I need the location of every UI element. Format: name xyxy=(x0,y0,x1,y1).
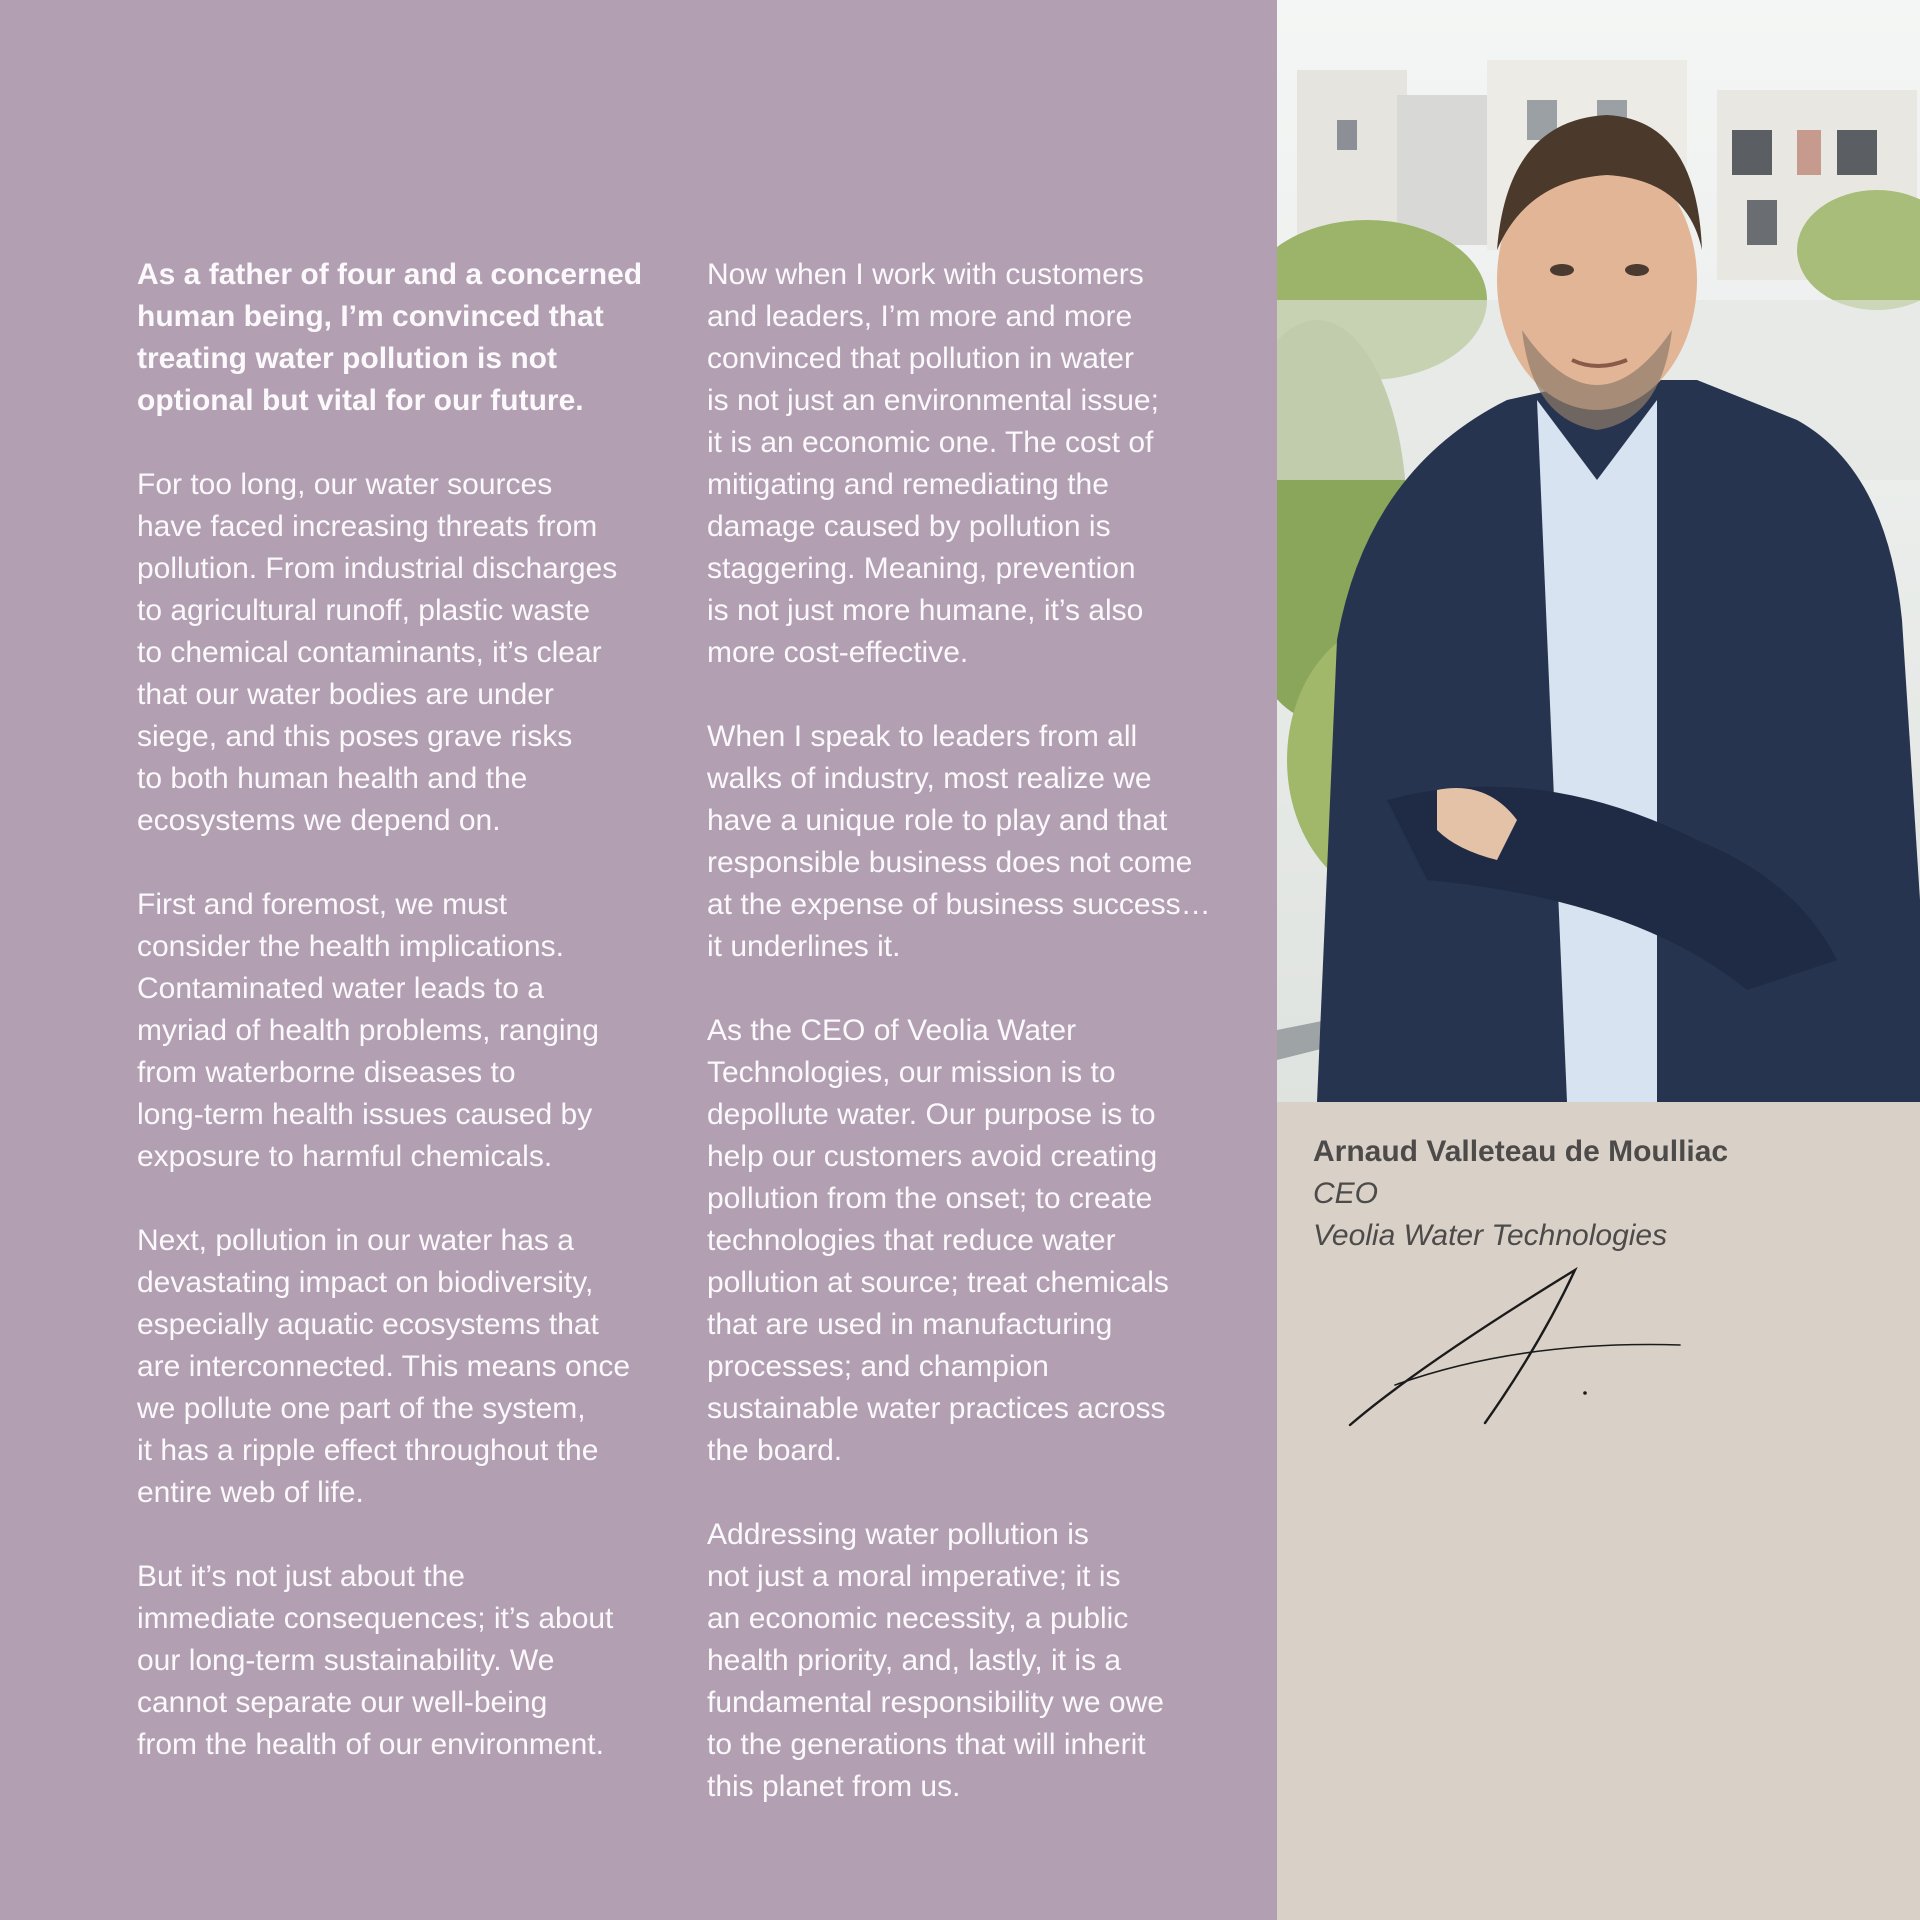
body-paragraph: Addressing water pollution is not just a moral imperative; it is an economic necessity, a public health priority, and, lastly, it is a fundamental responsibility we owe to the generations that will inherit this planet from us. xyxy=(707,1518,1164,1803)
body-paragraph: But it’s not just about the immediate consequences; it’s about our long-term sustainability. We cannot separate our well-being from the health of our environment. xyxy=(137,1560,614,1761)
portrait-illustration xyxy=(1277,0,1920,1102)
body-paragraph: For too long, our water sources have faced increasing threats from pollution. From industrial discharges to agricultural runoff, plastic waste to chemical contaminants, it’s clear that our water bodies are under siege, and this poses grave risks to both human health and the ecosystems we depend on. xyxy=(137,468,618,837)
body-paragraph: As the CEO of Veolia Water Technologies, our mission is to depollute water. Our purpose is to help our customers avoid creating pollution from the onset; to create technologies that reduce water pollution at source; treat chemicals that are used in manufacturing processes; and champion sustainable water practices across the board. xyxy=(707,1014,1169,1467)
body-paragraph: First and foremost, we must consider the health implications. Contaminated water leads to a myriad of health problems, ranging from waterborne diseases to long-term health issues caused by exposure to harmful chemicals. xyxy=(137,888,599,1173)
author-organization: Veolia Water Technologies xyxy=(1313,1219,1668,1252)
author-signature xyxy=(1340,1265,1685,1430)
ceo-portrait-photo xyxy=(1277,0,1920,1102)
author-caption xyxy=(1313,1131,1728,1257)
body-paragraph: Now when I work with customers and leaders, I’m more and more convinced that pollution in water is not just an environmental issue; it is an economic one. The cost of mitigating and remediating the damage caused by pollution is staggering. Meaning, prevention is not just more humane, it’s also more cost-effective. xyxy=(707,258,1159,669)
lead-paragraph: As a father of four and a concerned human being, I’m convinced that treating water pollution is not optional but vital for our future. xyxy=(137,258,643,417)
letter-column-right xyxy=(707,254,1227,1850)
letter-column-left xyxy=(137,254,657,1808)
body-paragraph: When I speak to leaders from all walks of industry, most realize we have a unique role to play and that responsible business does not come at the expense of business success… it underlines it. xyxy=(707,720,1211,963)
body-paragraph: Next, pollution in our water has a devastating impact on biodiversity, especially aquatic ecosystems that are interconnected. This means once we pollute one part of the system, it has a ripple effect throughout the entire web of life. xyxy=(137,1224,631,1509)
author-role: CEO xyxy=(1313,1177,1379,1210)
author-name: Arnaud Valleteau de Moulliac xyxy=(1313,1135,1729,1168)
